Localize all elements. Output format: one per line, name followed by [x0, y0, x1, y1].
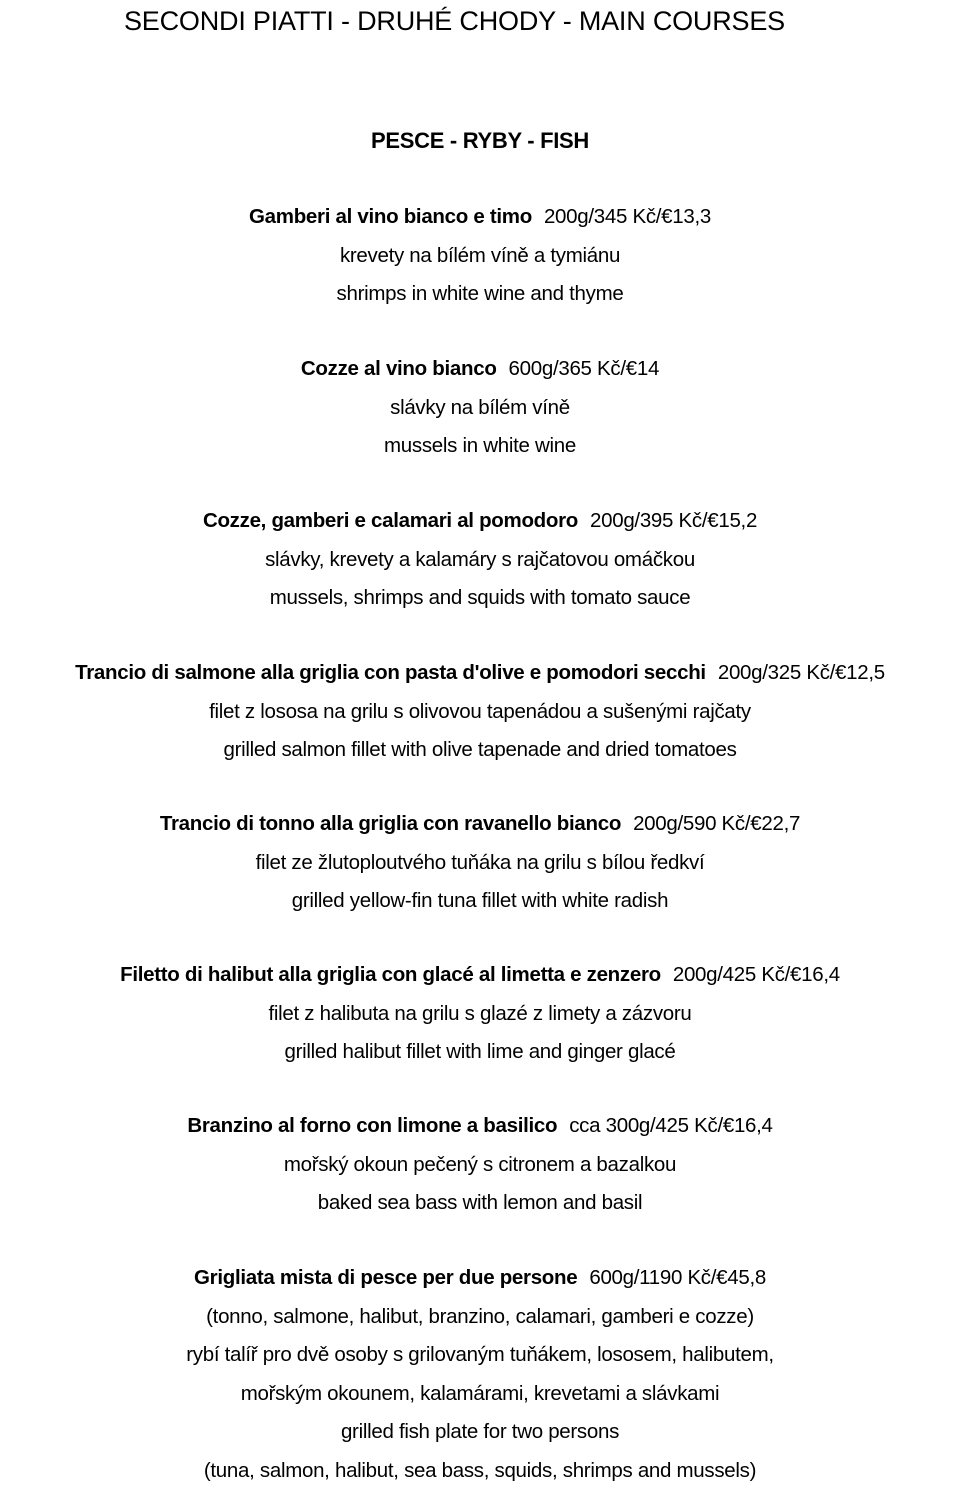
dish-price: 200g/395 Kč/€15,2 [590, 509, 757, 532]
dish-heading [0, 654, 960, 693]
dish-description-en: grilled fish plate for two persons [0, 1413, 960, 1452]
dish-name: Grigliata mista di pesce per due persone [194, 1266, 577, 1289]
dish-item [0, 1107, 960, 1223]
dish-item [0, 198, 960, 314]
dish-heading [0, 956, 960, 995]
dish-description-en: mussels in white wine [0, 427, 960, 466]
dish-item [0, 956, 960, 1072]
dish-description-en: grilled halibut fillet with lime and ginger glacé [0, 1033, 960, 1072]
dish-price: 600g/365 Kč/€14 [509, 357, 660, 380]
section-title: PESCE - RYBY - FISH [0, 124, 960, 158]
dish-ingredients-en: (tuna, salmon, halibut, sea bass, squids, shrimps and mussels) [0, 1452, 960, 1490]
dish-price: 600g/1190 Kč/€45,8 [589, 1266, 766, 1289]
page-title: SECONDI PIATTI - DRUHÉ CHODY - MAIN COURSES [124, 2, 785, 40]
dish-item [0, 1259, 960, 1490]
dish-price: 200g/590 Kč/€22,7 [633, 812, 800, 835]
dish-heading [0, 1107, 960, 1146]
dish-name: Gamberi al vino bianco e timo [249, 205, 532, 228]
dish-description-en: grilled salmon fillet with olive tapenade and dried tomatoes [0, 731, 960, 770]
dish-description-cz: mořský okoun pečený s citronem a bazalkou [0, 1146, 960, 1185]
dish-heading [0, 198, 960, 237]
dish-heading [0, 1259, 960, 1298]
dish-description-cz: filet z halibuta na grilu s glazé z limety a zázvoru [0, 995, 960, 1034]
dish-description-cz: slávky, krevety a kalamáry s rajčatovou omáčkou [0, 541, 960, 580]
dish-price: 200g/325 Kč/€12,5 [718, 661, 885, 684]
dish-name: Branzino al forno con limone a basilico [187, 1114, 557, 1137]
dish-name: Trancio di tonno alla griglia con ravanello bianco [160, 812, 621, 835]
dish-item [0, 654, 960, 770]
dish-description-cz: krevety na bílém víně a tymiánu [0, 237, 960, 276]
dish-description-cz-continued: mořským okounem, kalamárami, krevetami a slávkami [0, 1375, 960, 1414]
dish-description-en: grilled yellow-fin tuna fillet with white radish [0, 882, 960, 921]
dish-ingredients-it: (tonno, salmone, halibut, branzino, calamari, gamberi e cozze) [0, 1298, 960, 1337]
dish-description-cz: slávky na bílém víně [0, 389, 960, 428]
dish-description-en: shrimps in white wine and thyme [0, 275, 960, 314]
dish-name: Cozze, gamberi e calamari al pomodoro [203, 509, 578, 532]
dish-name: Cozze al vino bianco [301, 357, 497, 380]
dish-description-en: mussels, shrimps and squids with tomato sauce [0, 579, 960, 618]
dish-description-cz: rybí talíř pro dvě osoby s grilovaným tuňákem, lososem, halibutem, [0, 1336, 960, 1375]
dish-item [0, 502, 960, 618]
dish-price: cca 300g/425 Kč/€16,4 [569, 1114, 772, 1137]
dish-heading [0, 502, 960, 541]
dish-name: Filetto di halibut alla griglia con glacé al limetta e zenzero [120, 963, 661, 986]
dish-description-cz: filet ze žlutoploutvého tuňáka na grilu s bílou ředkví [0, 844, 960, 883]
dish-price: 200g/345 Kč/€13,3 [544, 205, 711, 228]
dish-heading [0, 805, 960, 844]
dish-heading [0, 350, 960, 389]
dish-description-cz: filet z lososa na grilu s olivovou tapenádou a sušenými rajčaty [0, 693, 960, 732]
dish-price: 200g/425 Kč/€16,4 [673, 963, 840, 986]
dish-item [0, 805, 960, 921]
dish-item [0, 350, 960, 466]
dish-name: Trancio di salmone alla griglia con pasta d'olive e pomodori secchi [75, 661, 706, 684]
dish-description-en: baked sea bass with lemon and basil [0, 1184, 960, 1223]
